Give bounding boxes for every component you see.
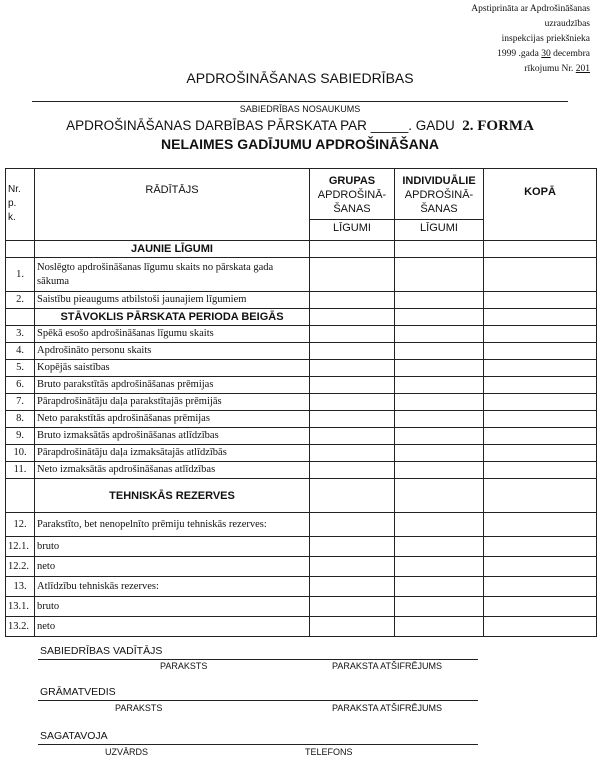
section-new-contracts: JAUNIE LĪGUMI	[35, 241, 310, 258]
cell-input[interactable]	[484, 258, 597, 292]
company-name-line	[32, 101, 568, 102]
col-header-nr: Nr. p. k.	[6, 169, 35, 241]
cell-input[interactable]	[484, 462, 597, 479]
approval-line-4: rīkojumu Nr. 201	[524, 64, 590, 74]
cell-input[interactable]	[395, 292, 484, 309]
cell-input[interactable]	[395, 258, 484, 292]
sig-accountant-title: GRĀMATVEDIS	[40, 686, 116, 698]
cell-input[interactable]	[310, 513, 395, 537]
cell-input[interactable]	[395, 513, 484, 537]
section-reserves: TEHNISKĀS REZERVES	[35, 479, 310, 513]
section-row	[6, 241, 597, 258]
col-header-total: KOPĀ	[484, 169, 597, 241]
company-caption: SABIEDRĪBAS NOSAUKUMS	[239, 104, 361, 114]
approval-line-2: inspekcijas priekšnieka	[501, 34, 590, 44]
table-row: 12.2. neto	[6, 557, 597, 577]
cell-input[interactable]	[395, 377, 484, 394]
cell-input[interactable]	[484, 617, 597, 637]
cell-input[interactable]	[484, 445, 597, 462]
cell-input[interactable]	[310, 258, 395, 292]
cell-input[interactable]	[395, 411, 484, 428]
table-row: 12. Parakstīto, bet nenopelnīto prēmiju tehniskās rezerves:	[6, 513, 597, 537]
cell-input[interactable]	[484, 394, 597, 411]
cell-input[interactable]	[484, 537, 597, 557]
cell-input[interactable]	[484, 292, 597, 309]
cell-input[interactable]	[484, 326, 597, 343]
cell-input[interactable]	[395, 343, 484, 360]
cell-input[interactable]	[310, 343, 395, 360]
sig-head-sign-caption: PARAKSTS	[160, 661, 208, 671]
table-row: 10. Pārapdrošinātāju daļa izmaksātajās atlīdzībās	[6, 445, 597, 462]
cell-input[interactable]	[395, 537, 484, 557]
cell-input[interactable]	[395, 326, 484, 343]
cell-input[interactable]	[395, 360, 484, 377]
cell-input[interactable]	[310, 557, 395, 577]
sig-preparer-phone-caption: TELEFONS	[305, 747, 353, 757]
table-row: 13.2. neto	[6, 617, 597, 637]
cell-input[interactable]	[310, 360, 395, 377]
cell-input[interactable]	[484, 513, 597, 537]
cell-input[interactable]	[395, 445, 484, 462]
approval-line-3: 1999 .gada 30 decembra	[497, 49, 590, 59]
table-row: 7. Pārapdrošinātāju daļa parakstītajās prēmijās	[6, 394, 597, 411]
approval-line-1: Apstiprināta ar Apdrošināšanas uzraudzības	[471, 4, 590, 29]
cell-input[interactable]	[484, 377, 597, 394]
sig-accountant-decode-caption: PARAKSTA ATŠIFRĒJUMS	[332, 703, 443, 713]
cell-input[interactable]	[484, 343, 597, 360]
table-row: 5. Kopējās saistības	[6, 360, 597, 377]
cell-input[interactable]	[484, 577, 597, 597]
cell-input[interactable]	[395, 557, 484, 577]
section-row	[6, 479, 597, 513]
col-header-group: GRUPAS APDROŠINĀ- ŠANAS LĪGUMI	[310, 169, 395, 241]
cell-input[interactable]	[310, 617, 395, 637]
company-heading: APDROŠINĀŠANAS SABIEDRĪBAS	[186, 70, 414, 86]
cell-input[interactable]	[310, 394, 395, 411]
cell-input[interactable]	[310, 292, 395, 309]
cell-input[interactable]	[484, 597, 597, 617]
table-row: 11. Neto izmaksātās apdrošināšanas atlīdzības	[6, 462, 597, 479]
report-table	[5, 168, 597, 637]
cell-input[interactable]	[310, 411, 395, 428]
cell-input[interactable]	[310, 577, 395, 597]
table-row: 3. Spēkā esošo apdrošināšanas līgumu skaits	[6, 326, 597, 343]
cell-input[interactable]	[484, 428, 597, 445]
cell-input[interactable]	[395, 462, 484, 479]
sig-accountant-sign-caption: PARAKSTS	[115, 703, 163, 713]
sig-head-title: SABIEDRĪBAS VADĪTĀJS	[40, 645, 163, 657]
report-title: APDROŠINĀŠANAS DARBĪBAS PĀRSKATA PAR _____. GADU 2. FORMA	[66, 118, 534, 134]
cell-input[interactable]	[395, 617, 484, 637]
cell-input[interactable]	[395, 428, 484, 445]
table-header-row	[6, 169, 597, 241]
table-row: 12.1. bruto	[6, 537, 597, 557]
table-row: 13. Atlīdzību tehniskās rezerves:	[6, 577, 597, 597]
col-header-individual: INDIVIDUĀLIE APDROŠINĀ- ŠANAS LĪGUMI	[395, 169, 484, 241]
table-row: 1. Noslēgto apdrošināšanas līgumu skaits no pārskata gada sākuma	[6, 258, 597, 292]
cell-input[interactable]	[310, 445, 395, 462]
table-row: 6. Bruto parakstītās apdrošināšanas prēmijas	[6, 377, 597, 394]
cell-input[interactable]	[310, 428, 395, 445]
table-row: 2. Saistību pieaugums atbilstoši jaunajiem līgumiem	[6, 292, 597, 309]
cell-input[interactable]	[395, 577, 484, 597]
sig-preparer-title: SAGATAVOJA	[40, 730, 108, 742]
col-header-indicator: RĀDĪTĀJS	[35, 169, 310, 241]
sig-head-line[interactable]	[38, 659, 478, 660]
cell-input[interactable]	[310, 597, 395, 617]
table-row: 13.1. bruto	[6, 597, 597, 617]
cell-input[interactable]	[310, 326, 395, 343]
table-row: 4. Apdrošināto personu skaits	[6, 343, 597, 360]
sig-preparer-line[interactable]	[38, 744, 478, 745]
table-row: 8. Neto parakstītās apdrošināšanas prēmijas	[6, 411, 597, 428]
sig-head-decode-caption: PARAKSTA ATŠIFRĒJUMS	[332, 661, 443, 671]
table-row: 9. Bruto izmaksātās apdrošināšanas atlīdzības	[6, 428, 597, 445]
cell-input[interactable]	[310, 377, 395, 394]
sig-accountant-line[interactable]	[38, 700, 478, 701]
year-blank: _____	[370, 118, 409, 133]
report-subtitle: NELAIMES GADĪJUMU APDROŠINĀŠANA	[161, 136, 439, 152]
cell-input[interactable]	[310, 537, 395, 557]
cell-input[interactable]	[395, 394, 484, 411]
section-end-state: STĀVOKLIS PĀRSKATA PERIODA BEIGĀS	[35, 309, 310, 326]
sig-preparer-name-caption: UZVĀRDS	[105, 747, 149, 757]
cell-input[interactable]	[484, 360, 597, 377]
cell-input[interactable]	[484, 557, 597, 577]
approval-note	[430, 2, 590, 77]
form-label: 2. FORMA	[462, 118, 534, 134]
cell-input[interactable]	[310, 462, 395, 479]
section-row	[6, 309, 597, 326]
cell-input[interactable]	[484, 411, 597, 428]
cell-input[interactable]	[395, 597, 484, 617]
